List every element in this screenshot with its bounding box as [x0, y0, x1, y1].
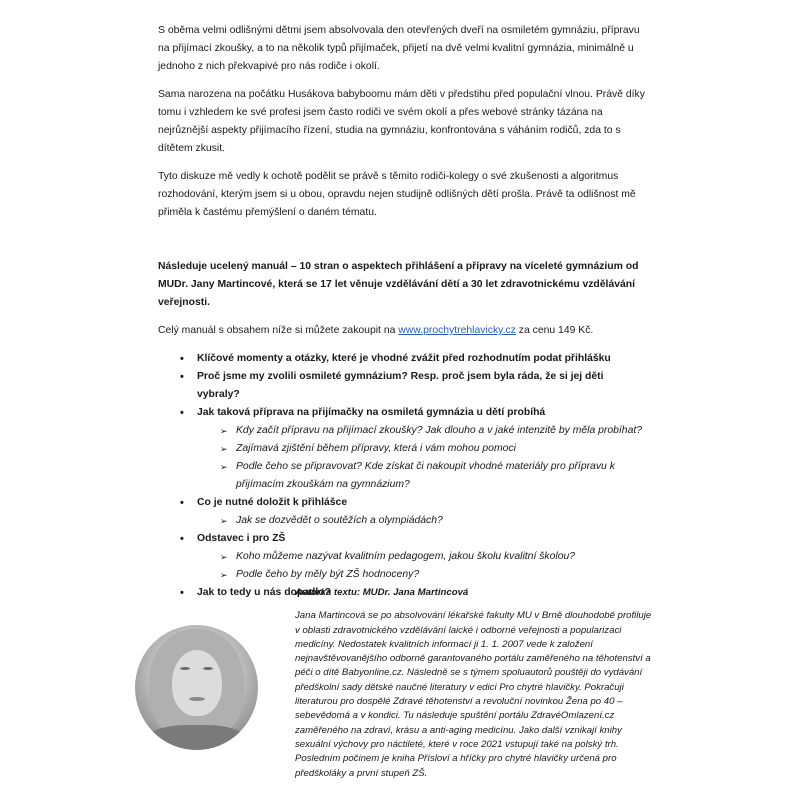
outline-subitem: ➢ Jak se dozvědět o soutěžích a olympiádách? [197, 512, 648, 530]
outline-item: • Co je nutné doložit k přihlášce ➢ Jak se dozvědět o soutěžích a olympiádách? [158, 494, 648, 530]
outline-sublist [197, 422, 648, 494]
portrait-mouth [189, 697, 205, 701]
author-section [295, 586, 655, 781]
portrait-face [172, 650, 222, 716]
outline-sublist [197, 548, 648, 584]
intro-paragraph-1: S oběma velmi odlišnými dětmi jsem absolvovala den otevřených dveří na osmiletém gymnáziu, přípravu na přijímací zkoušky, a to na několik typů přijímaček, přijetí na dvě velmi kvalitní gymnázia, minimálně u jednoho z nich překvapivé pro nás rodiče i okolí. [158, 25, 640, 72]
portrait-eye-left [180, 667, 190, 670]
author-bio: Jana Martincová se po absolvování lékařské fakulty MU v Brně dlouhodobě profiluje v oblasti zdravotnického vzdělávání laické i odborné veřejnosti a popularizaci medicíny. Nedostatek kvalitních informací ji 1. 1. 2007 vede k založení nejnavštěvovanějšího odborně garantovaného portálu zaměřeného na těhotenství a péči o dítě Babyonline.cz. Následně se s týmem spoluautorů pouštěji do vydávání předškolní sady dětské naučné literatury v edici Pro chytré hlavičky. Pokračuji literaturou pro dospělé Zdravé těhotenství a revoluční novinkou Žena po 40 – sebevědomá a v kondici. Tu následuje spuštění portálu ZdravéOmlazení.cz zaměřeného na zdraví, krásu a anti-aging medicínu. Jako další vznikají knihy sexuální výchovy pro náctileté, které v roce 2021 vstupují také na polský trh. Posledním počinem je kniha Přísloví a hříčky pro chytré hlavičky určená pro předškoláky a první stupeň ZŠ. [295, 610, 652, 779]
outline-subitem: ➢ Zajímavá zjištění během přípravy, která i vám mohou pomoci [197, 440, 648, 458]
purchase-suffix: za cenu 149 Kč. [515, 325, 594, 336]
outline-subitem: ➢ Koho můžeme nazývat kvalitním pedagogem, jakou školu kvalitní školou? [197, 548, 648, 566]
manual-outline [158, 350, 648, 602]
outline-item: • Jak taková příprava na přijímačky na osmiletá gymnázia u dětí probíhá ➢ Kdy začít přípravu na přijímací zkoušky? Jak dlouho a v jaké intenzitě by měla probíhat? ➢ Zajímavá zjištění během přípravy, která i vám mohou pomoci ➢ Podle čeho se připravovat? Kde získat či nakoupit vhodné materiály pro přípravu k přijímacím zkouškám na gymnázium? [158, 404, 648, 494]
outline-item: • Proč jsme my zvolili osmileté gymnázium? Resp. proč jsem byla ráda, že si jej děti vybraly? [158, 368, 648, 404]
outline-item: • Odstavec i pro ZŠ ➢ Koho můžeme nazývat kvalitním pedagogem, jakou školu kvalitní školou? ➢ Podle čeho by měly být ZŠ hodnoceny? [158, 530, 648, 584]
purchase-line [158, 322, 648, 340]
outline-item: • Jak to tedy u nás dopadlo? [158, 584, 648, 602]
purchase-prefix: Celý manuál s obsahem níže si můžete zakoupit na [158, 325, 399, 336]
outline-subitem: ➢ Podle čeho se připravovat? Kde získat či nakoupit vhodné materiály pro přípravu k přijímacím zkouškám na gymnázium? [197, 458, 648, 494]
manual-intro: Následuje ucelený manuál – 10 stran o aspektech přihlášení a přípravy na víceleté gymnázium od MUDr. Jany Martincové, která se 17 let věnuje vzdělávání dětí a 30 let zdravotnickému vzdělávání veřejnosti. [158, 261, 639, 308]
portrait-shoulders [145, 725, 248, 750]
outline-item: • Klíčové momenty a otázky, které je vhodné zvážit před rozhodnutím podat přihlášku [158, 350, 648, 368]
shop-link[interactable]: www.prochytrehlavicky.cz [398, 325, 516, 336]
document-body [158, 22, 648, 602]
author-title: Autorka textu: MUDr. Jana Martincová [295, 587, 469, 598]
author-portrait-icon [135, 625, 258, 750]
intro-paragraph-3: Tyto diskuze mě vedly k ochotě podělit se právě s těmito rodiči-kolegy o své zkušenosti a algoritmus rozhodování, kterým jsem si u obou, opravdu nejen studijně odlišných dětí prošla. Právě ta odlišnost mě přiměla k častému přemýšlení o daném tématu. [158, 171, 636, 218]
outline-subitem: ➢ Kdy začít přípravu na přijímací zkoušky? Jak dlouho a v jaké intenzitě by měla probíhat? [197, 422, 648, 440]
intro-paragraph-2: Sama narozena na počátku Husákova babyboomu mám děti v předstihu před populační vlnou. Právě díky tomu i vzhledem ke své profesi jsem často rodiči ve svém okolí a přes webové stránky tázána na nejrůznější aspekty přijímacího řízení, studia na gymnáziu, konfrontována s váháním rodičů, zda to s dítětem zkusit. [158, 89, 645, 154]
portrait-eye-right [203, 667, 213, 670]
outline-sublist [197, 512, 648, 530]
outline-subitem: ➢ Podle čeho by měly být ZŠ hodnoceny? [197, 566, 648, 584]
